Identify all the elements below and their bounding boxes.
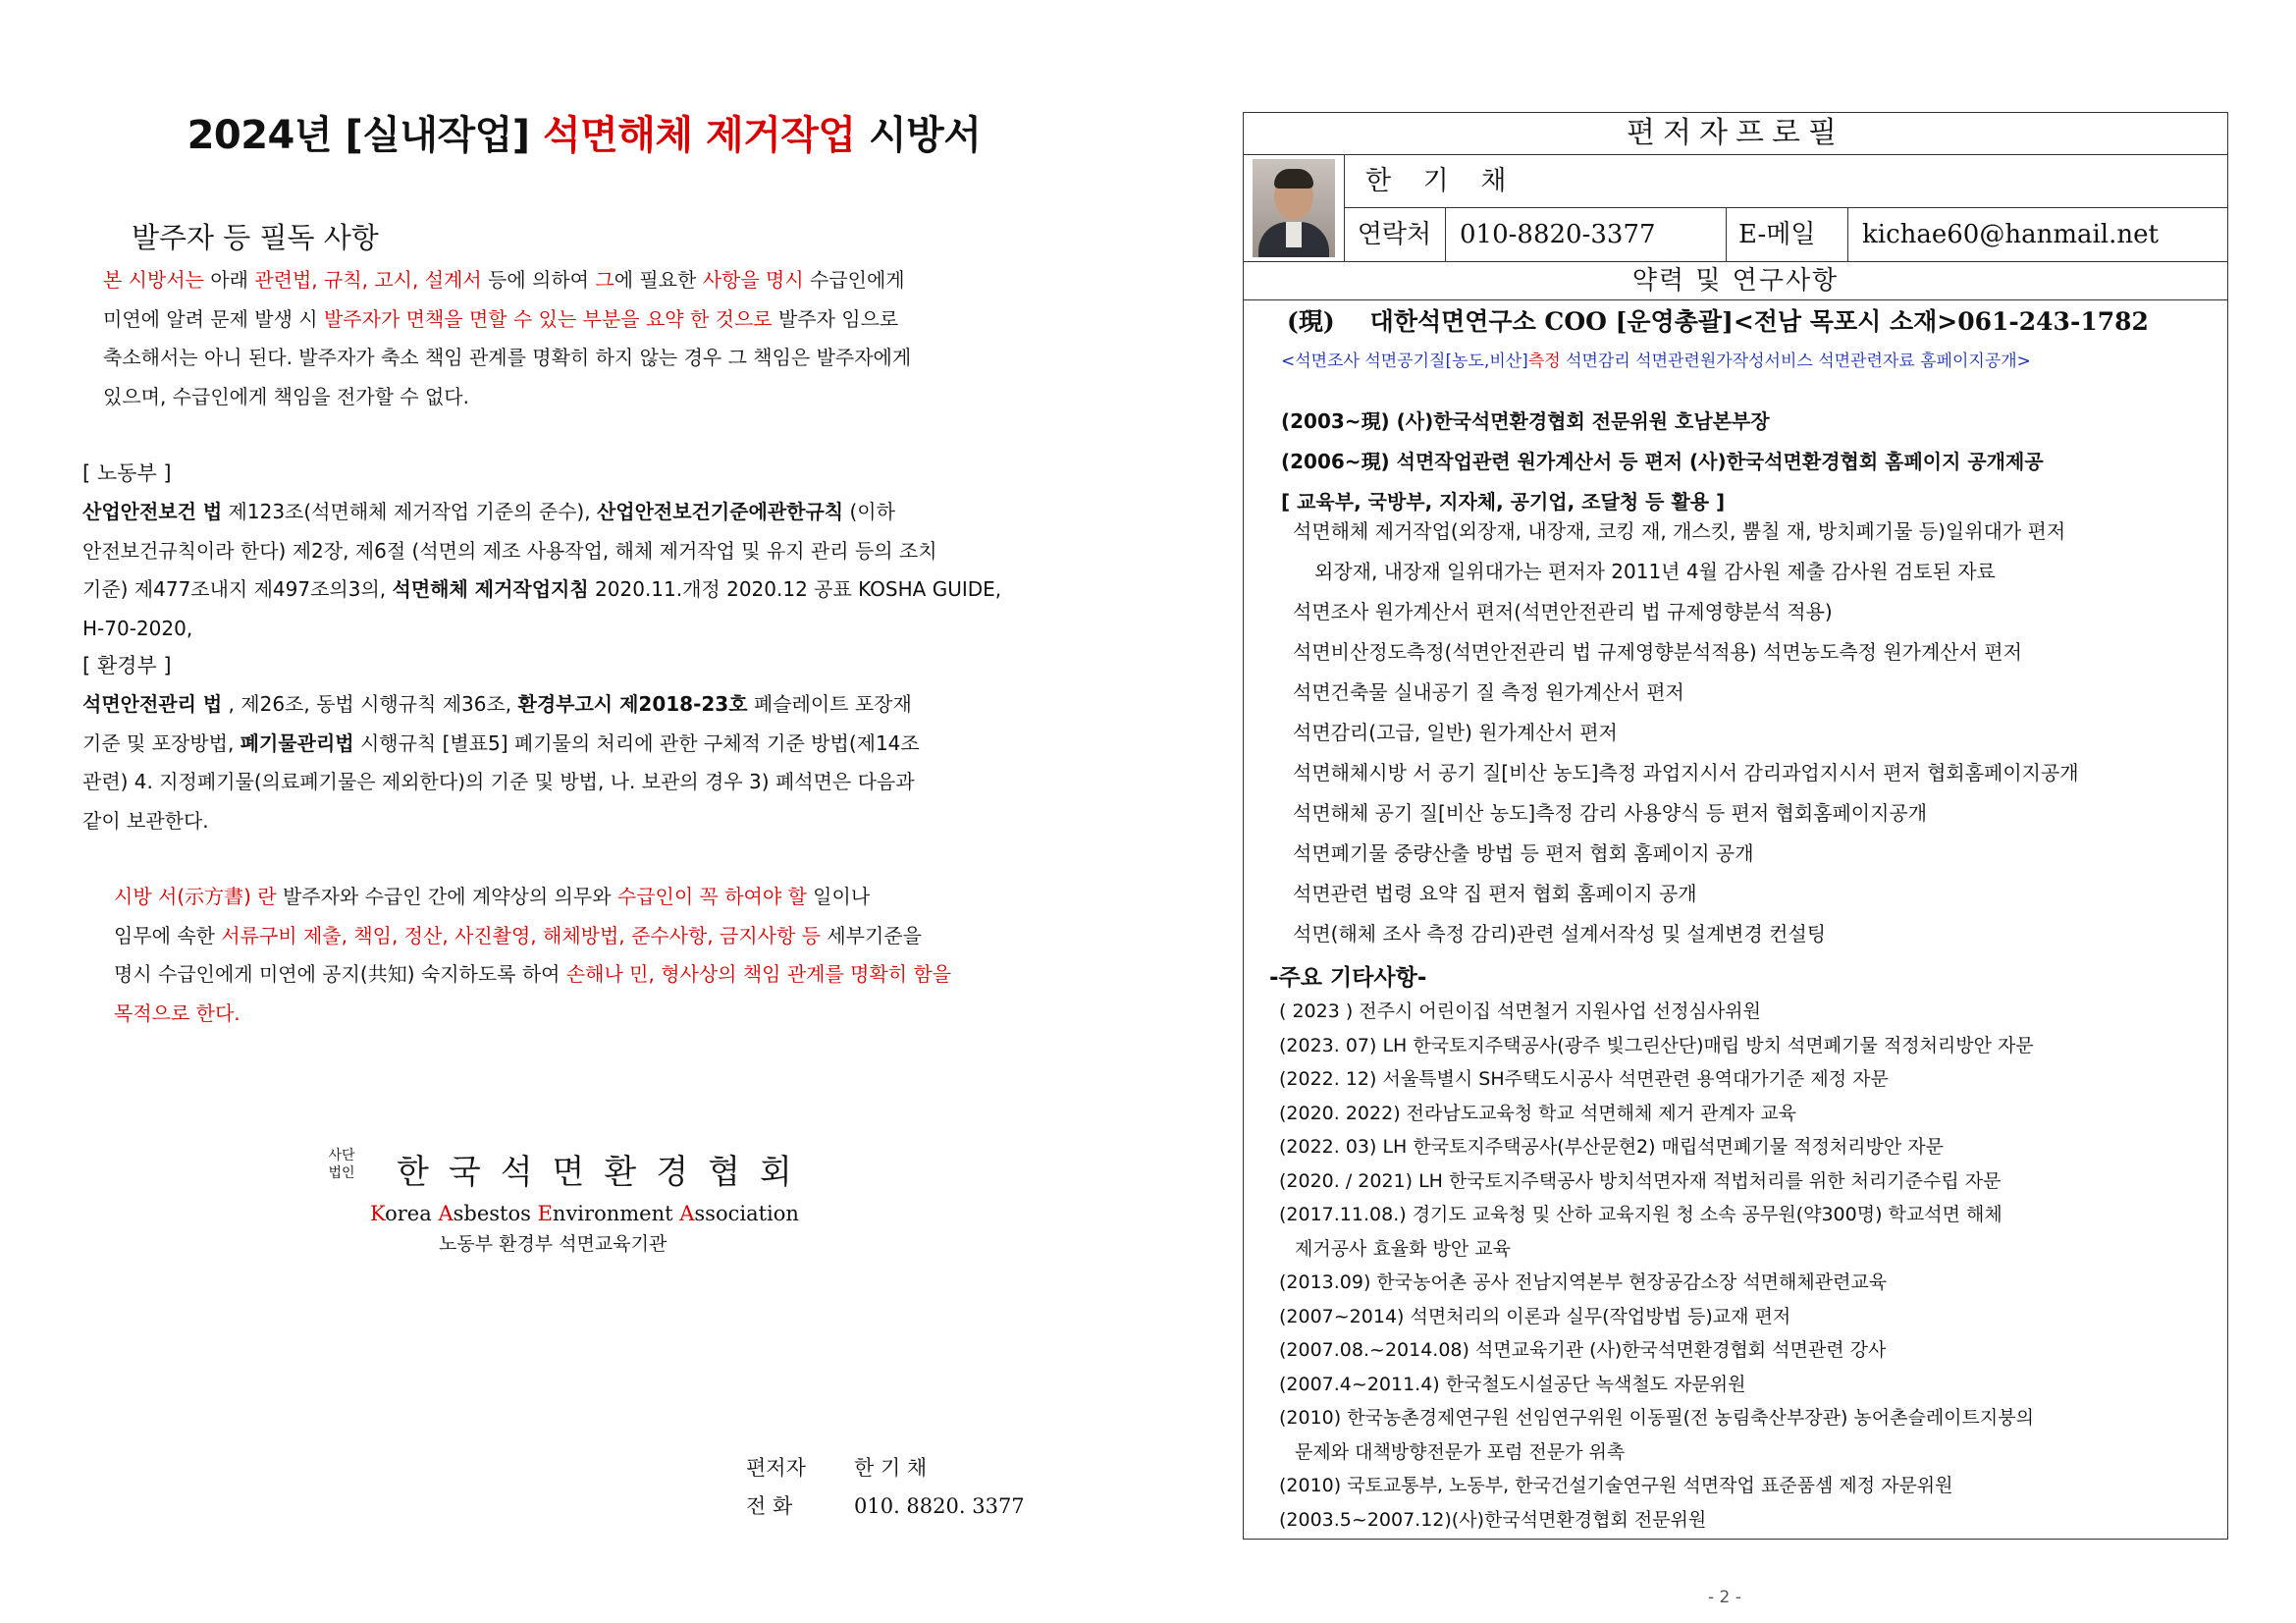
other-activities-list (1279, 995, 2221, 1537)
eng-initial: A (679, 1202, 695, 1225)
title-prefix: 2024년 [실내작업] (187, 113, 544, 158)
text-segment: 수급인이 꼭 하여야 할 (616, 885, 807, 908)
text-segment: , 제26조, 동법 시행규칙 제36조, (222, 692, 518, 716)
text-segment: 발주자가 면책을 면할 수 있는 부분을 요약 한 것으로 (324, 306, 773, 331)
name-row (1344, 155, 2227, 208)
title-suffix: 시방서 (855, 113, 982, 158)
association-education-label: 노동부 환경부 석면교육기관 (439, 1233, 667, 1255)
services-part: 측정 (1527, 352, 1567, 371)
text-segment: 서류구비 제출, 책임, 정산, 사진촬영, 해체방법, 준수사항, 금지사항 등 (221, 923, 821, 947)
editor-profile-panel (1243, 112, 2228, 1540)
career-heading: 약력 및 연구사항 (1244, 262, 2227, 300)
activity-item: 문제와 대책방향전문가 포럼 전문가 위촉 (1295, 1440, 1626, 1463)
environment-law-paragraph (82, 685, 1074, 840)
paragraph-line (82, 685, 1074, 725)
text-segment: 산업안전보건 법 (82, 500, 223, 523)
profile-name: 한 기 채 (1365, 166, 1519, 196)
position-item: (2003~現) (사)한국석면환경협회 전문위원 호남본부장 (1281, 409, 1770, 433)
position-item: (2006~現) 석면작업관련 원가계산서 등 편저 (사)한국석면환경협회 홈페이지 공개제공 (1281, 450, 2044, 473)
eng-initial: E (537, 1202, 553, 1225)
text-segment: 축소해서는 아니 된다. 발주자가 축소 책임 관계를 명확히 하지 않는 경우 그 책임은 발주자에게 (103, 346, 912, 369)
text-segment: 본 시방서는 (103, 268, 204, 292)
works-list (1293, 512, 2235, 954)
services-part: <석면조사 석면공기질[농도,비산] (1281, 352, 1528, 371)
paragraph-line (114, 917, 1076, 956)
editor-block (746, 1449, 1025, 1526)
text-segment: 기준) 제477조내지 제497조의3의, (82, 577, 393, 601)
text-segment: 같이 보관한다. (82, 808, 209, 833)
position-item: [ 교육부, 국방부, 지자체, 공기업, 조달청 등 활용 ] (1281, 490, 1726, 514)
text-segment: 폐기물관리법 (240, 730, 354, 755)
text-segment: 관련) 4. 지정폐기물(의료폐기물은 제외한다)의 기준 및 방법, 나. 보관의 경우 3) 폐석면은 다음과 (82, 770, 915, 793)
activity-item: (2013.09) 한국농어촌 공사 전남지역본부 현장공감소장 석면해체관련교육 (1279, 1271, 1888, 1293)
services-part: 석면감리 석면관련원가작성서비스 석면관련자료 홈페이지공개> (1566, 352, 2031, 371)
text-segment: 시방 서(示方書) 란 (114, 885, 277, 908)
text-segment: 손해나 민, 형사상의 책임 관계를 명확히 함을 (565, 962, 952, 986)
paragraph-line (103, 300, 1095, 340)
specification-definition-paragraph (114, 878, 1076, 1033)
paragraph-line (82, 802, 1074, 841)
association-prefix-line: 법인 (328, 1165, 355, 1181)
profile-title: 편저자프로필 (1244, 113, 2227, 155)
labor-law-paragraph (82, 493, 1074, 648)
paragraph-line (82, 570, 1074, 610)
paragraph-line (103, 339, 1095, 378)
text-segment: H-70-2020, (82, 616, 193, 640)
text-segment: 제123조(석면해체 제거작업 기준의 준수), (222, 500, 597, 523)
paragraph-line (114, 995, 1076, 1034)
paragraph-line (103, 378, 1095, 417)
intro-paragraph (103, 261, 1095, 416)
current-position (1287, 301, 2149, 343)
text-segment: 임무에 속한 (114, 923, 222, 947)
paragraph-line (114, 878, 1076, 917)
environment-ministry-heading: [ 환경부 ] (82, 654, 172, 677)
editor-label: 편저자 (746, 1456, 806, 1480)
activity-item: (2010) 한국농촌경제연구원 선임연구위원 이동필(전 농림축산부장관) 농어촌슬레이트지붕의 (1279, 1407, 2034, 1429)
activity-item: (2003.5~2007.12)(사)한국석면환경협회 전문위원 (1279, 1508, 1707, 1531)
paragraph-line (82, 725, 1074, 764)
current-services (1281, 347, 2031, 371)
activity-item: (2010) 국토교통부, 노동부, 한국건설기술연구원 석면작업 표준품셈 제정 자문위원 (1279, 1475, 1953, 1496)
activity-item: (2023. 07) LH 한국토지주택공사(광주 빛그린산단)매립 방치 석면폐기물 적정처리방안 자문 (1279, 1034, 2034, 1056)
other-heading: -주요 기타사항- (1269, 965, 1427, 991)
work-item: 석면해체 공기 질[비산 농도]측정 감리 사용양식 등 편저 협회홈페이지공개 (1293, 801, 1928, 825)
text-segment: 있으며, 수급인에게 책임을 전가할 수 없다. (103, 384, 469, 408)
page-number: - 2 - (1708, 1588, 1741, 1607)
work-item: 석면해체 제거작업(외장재, 내장재, 코킹 재, 개스킷, 뿜칠 재, 방치폐기물 등)일위대가 편저 (1293, 519, 2066, 543)
work-item: 외장재, 내장재 일위대가는 편저자 2011년 4월 감사원 제출 감사원 검토된 자료 (1314, 560, 1996, 583)
work-item: 석면비산정도측정(석면안전관리 법 규제영향분석적용) 석면농도측정 원가계산서 편저 (1293, 640, 2022, 664)
text-segment: 시행규칙 [별표5] 폐기물의 처리에 관한 구체적 기준 방법(제14조 (353, 730, 920, 755)
labor-ministry-heading: [ 노동부 ] (82, 461, 172, 485)
person-photo-icon (1253, 159, 1335, 257)
work-item: 석면해체시방 서 공기 질[비산 농도]측정 과업지시서 감리과업지시서 편저 협회홈페이지공개 (1293, 761, 2079, 784)
text-segment: 관련법, 규칙, 고시, 설계서 (254, 268, 489, 292)
work-item: 석면폐기물 중량산출 방법 등 편저 협회 홈페이지 공개 (1293, 841, 1754, 865)
title-highlight: 석면해체 제거작업 (543, 113, 856, 158)
activity-item: 제거공사 효율화 방안 교육 (1295, 1237, 1512, 1260)
notice-heading: 발주자 등 필독 사항 (132, 221, 379, 254)
email-label: E-메일 (1727, 208, 1848, 261)
activity-item: (2020. / 2021) LH 한국토지주택공사 방치석면자재 적법처리를 위한 처리기준수립 자문 (1279, 1169, 2002, 1192)
eng-initial: A (438, 1202, 454, 1225)
editor-phone: 010. 8820. 3377 (854, 1494, 1025, 1518)
eng-word: orea (385, 1202, 439, 1225)
text-segment: 2020.11.개정 2020.12 공표 KOSHA GUIDE, (588, 577, 1002, 601)
paragraph-line (82, 610, 1074, 649)
activity-item: (2022. 12) 서울특별시 SH주택도시공사 석면관련 용역대가기준 제정 자문 (1279, 1068, 1889, 1090)
eng-word: ssociation (694, 1202, 799, 1225)
photo-cell (1244, 155, 1345, 261)
phone-value: 010-8820-3377 (1446, 208, 1727, 261)
work-item: 석면관련 법령 요약 집 편저 협회 홈페이지 공개 (1293, 882, 1697, 905)
eng-initial: K (370, 1202, 386, 1225)
editor-phone-label: 전 화 (746, 1494, 793, 1518)
paragraph-line (114, 955, 1076, 995)
contact-label: 연락처 (1344, 208, 1446, 261)
text-segment: 등에 의하여 (488, 268, 596, 292)
text-segment: 기준 및 포장방법, (82, 730, 240, 755)
activity-item: (2007.4~2011.4) 한국철도시설공단 녹색철도 자문위원 (1279, 1373, 1746, 1395)
paragraph-line (103, 261, 1095, 300)
activity-item: (2007.08.~2014.08) 석면교육기관 (사)한국석면환경협회 석면관련 강사 (1279, 1339, 1887, 1361)
email-value: kichae60@hanmail.net (1862, 220, 2159, 249)
paragraph-line (82, 532, 1074, 571)
profile-info-grid (1244, 155, 2227, 262)
work-item: 석면감리(고급, 일반) 원가계산서 편저 (1293, 721, 1618, 744)
activity-item: (2017.11.08.) 경기도 교육청 및 산하 교육지원 청 소속 공무원(약300명) 학교석면 해체 (1279, 1204, 2002, 1225)
text-segment: 세부기준을 (820, 923, 922, 947)
text-segment: 석면해체 제거작업지침 (392, 577, 589, 601)
text-segment: 미연에 알려 문제 발생 시 (103, 306, 324, 331)
document-title (167, 104, 1001, 160)
text-segment: 사항을 명시 (702, 268, 811, 292)
eng-word: nvironment (552, 1202, 680, 1225)
current-tag: (現) (1287, 307, 1335, 336)
text-segment: (이하 (843, 500, 895, 523)
editor-name: 한 기 채 (854, 1456, 928, 1480)
current-position-text: 대한석면연구소 COO [운영총괄]<전남 목포시 소재>061-243-1782 (1369, 307, 2149, 336)
association-name: 한국석면환경협회 (397, 1153, 812, 1192)
work-item: 석면(해체 조사 측정 감리)관련 설계서작성 및 설계변경 컨설팅 (1293, 922, 1827, 946)
paragraph-line (82, 493, 1074, 532)
text-segment: 산업안전보건기준에관한규칙 (596, 500, 844, 523)
text-segment: 명시 수급인에게 미연에 공지(共知) 숙지하도록 하여 (114, 962, 566, 986)
text-segment: 일이나 (806, 885, 871, 908)
eng-word: sbestos (453, 1202, 538, 1225)
text-segment: 안전보건규칙이라 한다) 제2장, 제6절 (석면의 제조 사용작업, 해체 제거작업 및 유지 관리 등의 조치 (82, 538, 937, 563)
text-segment: 에 필요한 (614, 268, 703, 292)
text-segment: 아래 (203, 268, 255, 292)
contact-row (1344, 208, 2227, 261)
text-segment: 석면안전관리 법 (82, 692, 223, 716)
text-segment: 발주자와 수급인 간에 계약상의 의무와 (276, 885, 617, 908)
text-segment: 수급인에게 (810, 268, 905, 292)
association-prefix-line: 사단 (328, 1148, 355, 1163)
activity-item: ( 2023 ) 전주시 어린이집 석면철거 지원사업 선정심사위원 (1279, 1001, 1761, 1022)
text-segment: 목적으로 한다. (114, 1001, 240, 1025)
text-segment: 그 (595, 268, 614, 292)
activity-item: (2007~2014) 석면처리의 이론과 실무(작업방법 등)교재 편저 (1279, 1305, 1791, 1327)
activity-item: (2022. 03) LH 한국토지주택공사(부산문현2) 매립석면폐기물 적정처리방안 자문 (1279, 1136, 1944, 1158)
text-segment: 폐슬레이트 포장재 (747, 692, 912, 716)
text-segment: 환경부고시 제2018-23호 (517, 692, 748, 716)
paragraph-line (82, 763, 1074, 802)
work-item: 석면조사 원가계산서 편저(석면안전관리 법 규제영향분석 적용) (1293, 600, 1833, 623)
association-prefix (326, 1147, 357, 1182)
work-item: 석면건축물 실내공기 질 측정 원가계산서 편저 (1293, 680, 1684, 704)
activity-item: (2020. 2022) 전라남도교육청 학교 석면해체 제거 관계자 교육 (1279, 1102, 1796, 1124)
association-english-name (370, 1202, 799, 1225)
text-segment: 발주자 임으로 (772, 306, 899, 331)
positions-list (1281, 402, 2223, 522)
